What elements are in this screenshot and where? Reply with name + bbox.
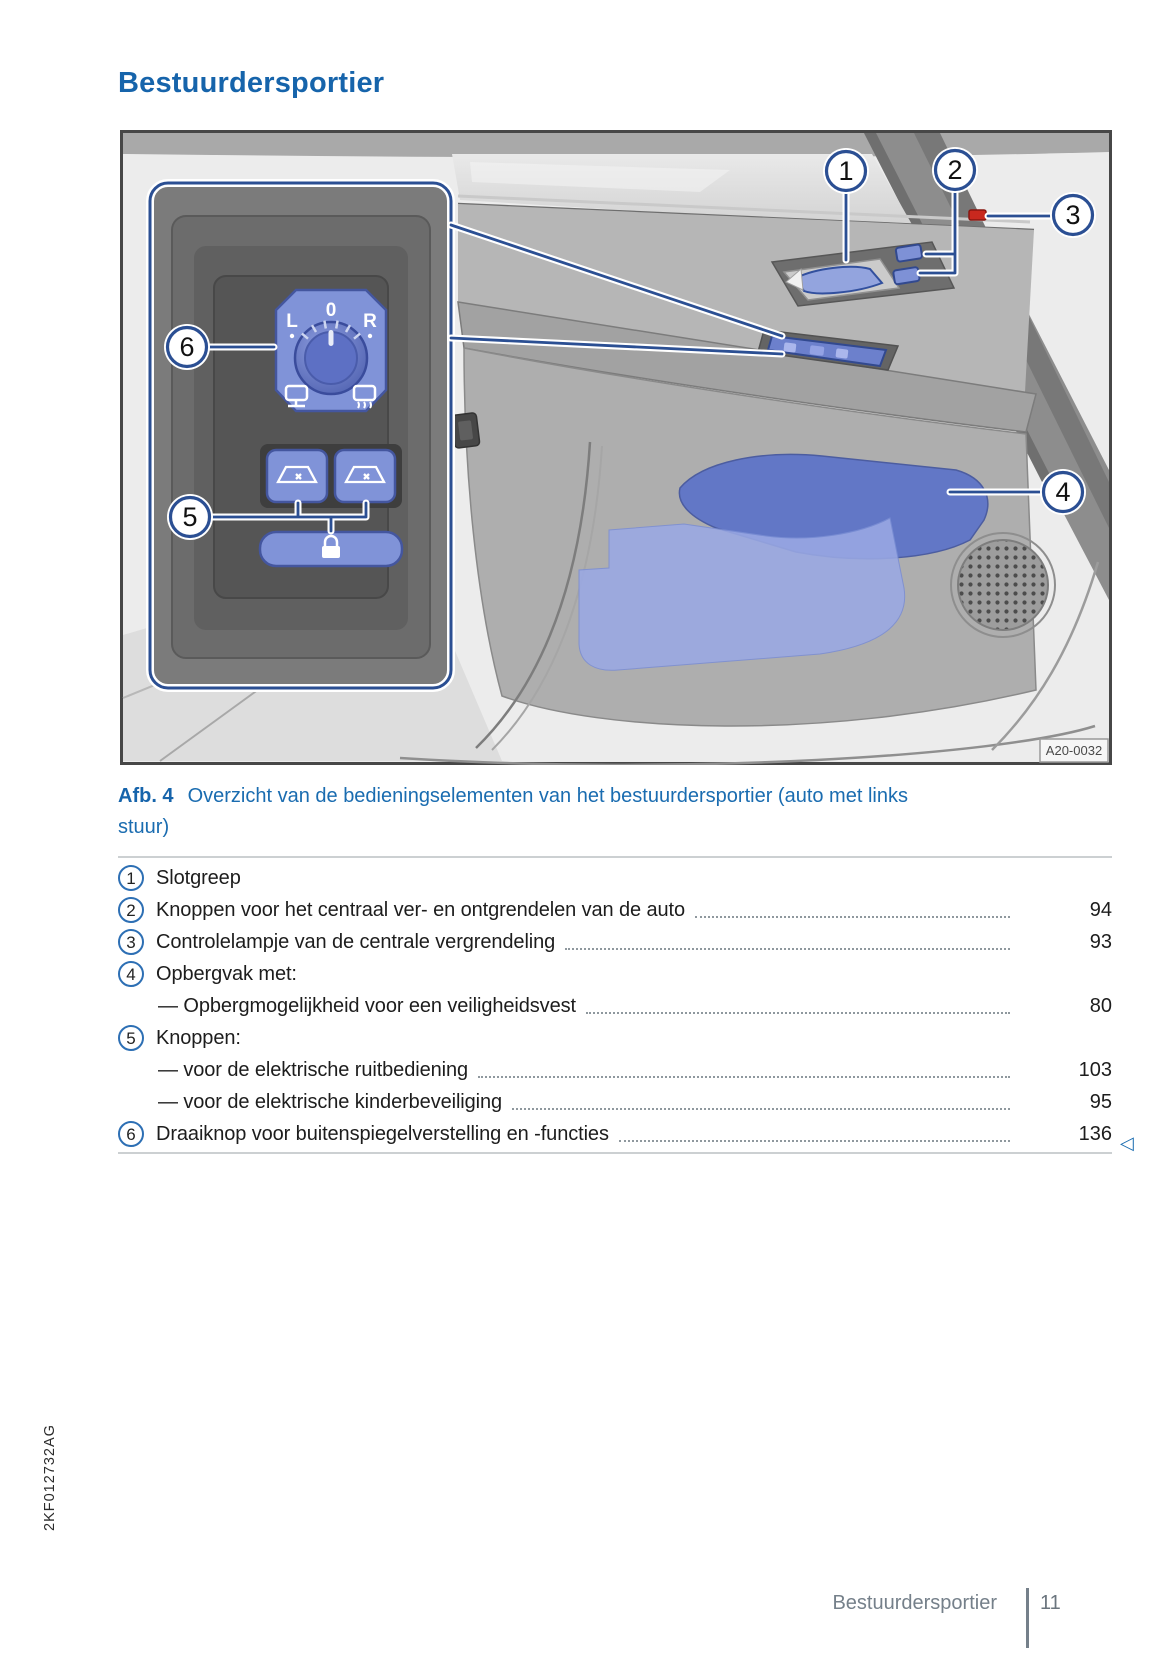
door-illustration — [120, 130, 1112, 765]
figure-caption-text: Overzicht van de bedieningselementen van het bestuurdersportier (auto met links stuur) — [118, 785, 908, 838]
legend-item-controlelampje — [118, 926, 1112, 958]
image-code-label — [1040, 739, 1108, 762]
svg-text:4: 4 — [1055, 477, 1071, 507]
knob-label-right: R — [363, 311, 377, 332]
dotted-leader — [695, 916, 1010, 918]
knob-label-left: L — [286, 311, 298, 332]
dotted-leader — [619, 1140, 1010, 1142]
page-reference: 95 — [1089, 1090, 1112, 1113]
legend-item-knoppen — [118, 1022, 1112, 1054]
child-lock-button — [260, 532, 402, 566]
svg-text:3: 3 — [1065, 200, 1081, 230]
legend-subitem-ruitbediening — [118, 1054, 1112, 1086]
legend-item-label: Draaiknop voor buitenspiegelverstelling en -functies — [156, 1122, 609, 1145]
legend-num-badge: 4 — [118, 961, 144, 987]
legend-num-badge: 1 — [118, 865, 144, 891]
svg-text:5: 5 — [182, 502, 198, 532]
svg-text:1: 1 — [838, 156, 854, 186]
page-reference: 80 — [1089, 994, 1112, 1017]
footer-page-number: 11 — [1040, 1592, 1061, 1614]
legend-item-label: — voor de elektrische ruitbediening — [158, 1058, 469, 1081]
legend-item-label: Controlelampje van de centrale vergrendeling — [156, 930, 556, 953]
callout-5 — [167, 494, 213, 540]
speaker — [951, 533, 1055, 637]
legend-divider-top — [118, 856, 1112, 858]
legend-item-label: — voor de elektrische kinderbeveiliging — [158, 1090, 503, 1113]
legend-item-label: Knoppen: — [156, 1026, 241, 1049]
page-reference: 93 — [1089, 930, 1112, 953]
dotted-leader — [586, 1012, 1010, 1014]
legend-num-badge: 6 — [118, 1121, 144, 1147]
legend-item-draaiknop — [118, 1118, 1134, 1153]
figure-caption — [118, 781, 963, 843]
legend-num-badge: 5 — [118, 1025, 144, 1051]
legend-list — [118, 862, 1134, 1153]
footer-section-title: Bestuurdersportier — [832, 1592, 997, 1614]
page-reference: 94 — [1089, 898, 1112, 921]
dotted-leader — [478, 1076, 1010, 1078]
page-reference: 136 — [1078, 1122, 1112, 1145]
door-latch — [451, 413, 480, 449]
dotted-leader — [512, 1108, 1010, 1110]
back-link-icon[interactable]: ◁ — [1120, 1133, 1134, 1153]
knob-label-center: 0 — [325, 300, 337, 321]
svg-text:6: 6 — [179, 332, 195, 362]
callout-1 — [823, 148, 869, 194]
page-title: Bestuurdersportier — [118, 67, 385, 99]
figure-caption-label: Afb. 4 — [118, 785, 174, 807]
legend-divider-bottom — [118, 1152, 1112, 1154]
callout-6 — [164, 324, 210, 370]
footer-divider-bar — [1026, 1588, 1029, 1648]
mirror-adjust-knob — [276, 290, 386, 411]
callout-2 — [932, 147, 978, 193]
legend-subitem-kinderbeveiliging — [118, 1086, 1112, 1118]
page-reference: 103 — [1078, 1058, 1112, 1081]
legend-item-centraal-vergrendelen — [118, 894, 1112, 926]
legend-num-badge: 2 — [118, 897, 144, 923]
door-illustration-svg — [120, 130, 1112, 765]
detail-inset — [150, 183, 451, 688]
document-code: 2KF012732AG — [42, 1424, 58, 1531]
svg-text:2: 2 — [947, 155, 963, 185]
legend-item-label: Opbergvak met: — [156, 962, 297, 985]
dotted-leader — [565, 948, 1010, 950]
svg-text:A20-0032: A20-0032 — [1045, 743, 1103, 758]
legend-item-opbergvak — [118, 958, 1112, 990]
legend-num-badge: 3 — [118, 929, 144, 955]
callout-4 — [1040, 469, 1086, 515]
lock-indicator-lamp — [969, 210, 986, 220]
legend-item-label: — Opbergmogelijkheid voor een veiligheidsvest — [158, 994, 576, 1017]
window-switches — [260, 444, 402, 508]
legend-item-slotgreep — [118, 862, 1112, 894]
callout-3 — [1050, 192, 1096, 238]
legend-item-label: Slotgreep — [156, 866, 241, 889]
legend-subitem-veiligheidsvest — [118, 990, 1112, 1022]
legend-item-label: Knoppen voor het centraal ver- en ontgrendelen van de auto — [156, 898, 686, 921]
